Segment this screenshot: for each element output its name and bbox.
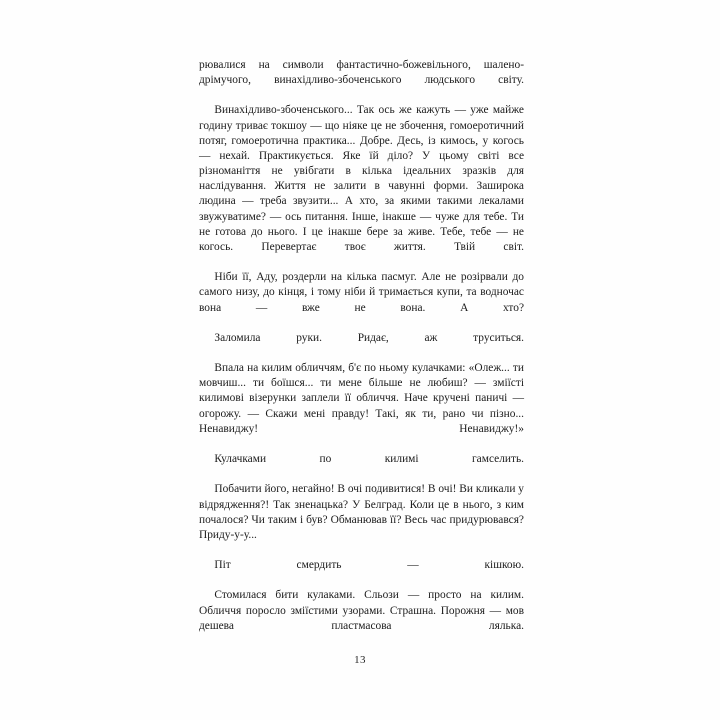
paragraph: Стомилася бити кулаками. Сльози — просто на килим. Обличчя поросло зміїстими узорами. Страшна. Порожня — мов дешева пластмасова лялька. (199, 589, 524, 632)
paragraph: Винахідливо-збоченського... Так ось же кажуть — уже майже годину триває токшоу — що ніяке це не збочення, гомоеротичний потяг, гомоеротична практика... Добре. Десь, із кимось, у когось — нехай. Практикується. Яке їй діло? У цьому світі все різноманіття не увібгати в кілька ідеальних зразків для наслідування. Життя не залити в чавунні форми. Заширока людина — треба звузити... А хто, за якими такими лекалами звужуватиме? — ось питання. Інше, інакше — чуже для тебе. Ти не готова до нього. І це інакше бере за живе. Тебе, тебе — не когось. Перевертає твоє життя. Твій світ. (199, 104, 524, 253)
paragraph: Ніби її, Аду, роздерли на кілька пасмуг. Але не розірвали до самого низу, до кінця, і тому ніби й тримається купи, та водночас вона — вже не вона. А хто? (199, 271, 524, 314)
paragraph: Кулачками по килимі гамселить. (214, 453, 524, 466)
page-number: 13 (354, 654, 366, 666)
paragraph: Заломила руки. Ридає, аж труситься. (214, 331, 524, 344)
paragraph-continuation: рювалися на символи фантастично-божевільного, шалено-дрімучого, винахідливо-збоченського людського світу. (199, 59, 524, 87)
paragraph: Побачити його, негайно! В очі подивитися! В очі! Ви кликали у відрядження?! Так зненацька? У Белград. Коли це в нього, з ким почалося? Чи таким і був? Обманював її? Весь час придурювався? Приду-у-у... (199, 483, 524, 541)
page-text-column (199, 58, 524, 649)
paragraph: Впала на килим обличчям, б'є по ньому кулачками: «Олеж... ти мовчиш... ти боїшся... ти мене більше не любиш? — зміїсті килимові візерунки заплели її обличчя. Наче кручені паничі — огорожу. — Скажи мені правду! Такі, як ти, рано чи пізно... Ненавиджу! Ненавиджу!» (199, 362, 524, 435)
paragraph: Піт смердить — кішкою. (214, 559, 524, 572)
